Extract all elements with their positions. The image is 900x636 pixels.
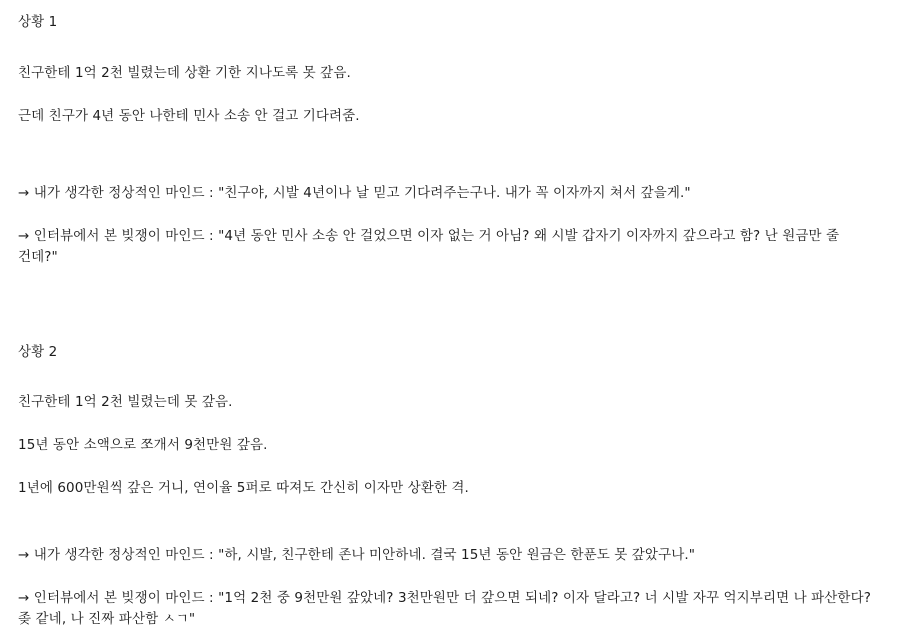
section-1-point-2: → 인터뷰에서 본 빚쟁이 마인드 : "4년 동안 민사 소송 안 걸었으면 이자 없는 거 아님? 왜 시발 갑자기 이자까지 갚으라고 함? 난 원금만 줄 건데?"	[18, 227, 840, 265]
spacer	[18, 566, 882, 588]
section-2-heading: 상황 2	[18, 343, 58, 360]
section-1-heading: 상황 1	[18, 14, 58, 30]
spacer	[18, 499, 882, 545]
section-2-paragraph-2: 15년 동안 소액으로 쪼개서 9천만원 갚음.	[18, 437, 268, 454]
section-2-paragraph-3: 1년에 600만원씩 갚은 거니, 연이율 5퍼로 따져도 간신히 이자만 상환한 격.	[18, 480, 469, 497]
spacer	[18, 33, 882, 63]
section-2	[18, 342, 882, 630]
section-1	[18, 12, 882, 268]
spacer	[18, 413, 882, 435]
spacer	[18, 204, 882, 226]
spacer	[18, 362, 882, 392]
section-2-paragraph-1: 친구한테 1억 2천 빌렸는데 못 갚음.	[18, 394, 233, 411]
spacer	[18, 127, 882, 183]
spacer	[18, 456, 882, 478]
section-2-point-1: → 내가 생각한 정상적인 마인드 : "하, 시발, 친구한테 존나 미안하네. 결국 15년 동안 원금은 한푼도 못 갚았구나."	[18, 547, 696, 564]
section-gap	[18, 268, 882, 324]
section-1-paragraph-2: 근데 친구가 4년 동안 나한테 민사 소송 안 걸고 기다려줌.	[18, 107, 360, 124]
section-1-point-1: → 내가 생각한 정상적인 마인드 : "친구야, 시발 4년이나 날 믿고 기다려주는구나. 내가 꼭 이자까지 쳐서 갚을게."	[18, 184, 691, 201]
section-gap-extra	[18, 324, 882, 342]
section-2-point-2: → 인터뷰에서 본 빚쟁이 마인드 : "1억 2천 중 9천만원 갚았네? 3천만원만 더 갚으면 되네? 이자 달라고? 너 시발 자꾸 억지부리면 나 파산한다? 좆 같네, 나 진짜 파산함 ㅅㄱ"	[18, 590, 871, 628]
spacer	[18, 84, 882, 106]
section-1-paragraph-1: 친구한테 1억 2천 빌렸는데 상환 기한 지나도록 못 갚음.	[18, 64, 351, 81]
